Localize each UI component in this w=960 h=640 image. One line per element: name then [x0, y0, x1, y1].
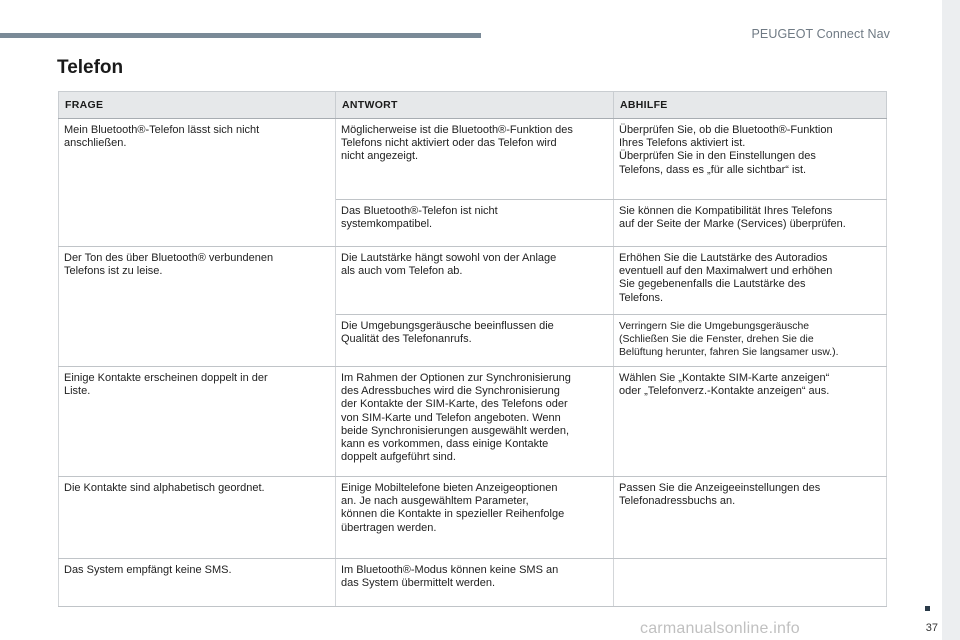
column-header-abhilfe: ABHILFE	[614, 92, 887, 119]
cell-abhilfe: Überprüfen Sie, ob die Bluetooth®-Funktion Ihres Telefons aktiviert ist. Überprüfen Sie in den Einstellungen des Telefons, dass es „für alle sichtbar“ ist.	[614, 119, 887, 200]
cell-abhilfe: Sie können die Kompatibilität Ihres Telefons auf der Seite der Marke (Services) überprüfen.	[614, 200, 887, 247]
cell-antwort: Im Rahmen der Optionen zur Synchronisierung des Adressbuches wird die Synchronisierung der Kontakte der SIM-Karte, des Telefons oder von SIM-Karte und Telefon angeboten. Wenn beide Synchronisierungen ausgewählt werden, kann es vorkommen, dass einige Kontakte doppelt aufgeführt sind.	[336, 367, 614, 477]
column-header-frage: FRAGE	[59, 92, 336, 119]
cell-frage: Das System empfängt keine SMS.	[59, 559, 336, 607]
cell-antwort: Im Bluetooth®-Modus können keine SMS an das System übermittelt werden.	[336, 559, 614, 607]
cell-antwort: Die Umgebungsgeräusche beeinflussen die Qualität des Telefonanrufs.	[336, 315, 614, 367]
section-marker	[925, 606, 930, 611]
cell-frage: Der Ton des über Bluetooth® verbundenen Telefons ist zu leise.	[59, 247, 336, 367]
table-header-row	[59, 92, 887, 119]
cell-frage: Die Kontakte sind alphabetisch geordnet.	[59, 477, 336, 559]
cell-antwort: Das Bluetooth®-Telefon ist nicht systemkompatibel.	[336, 200, 614, 247]
faq-table	[58, 91, 887, 607]
cell-frage: Mein Bluetooth®-Telefon lässt sich nicht anschließen.	[59, 119, 336, 247]
table-row	[59, 247, 887, 315]
cell-abhilfe: Passen Sie die Anzeigeeinstellungen des Telefonadressbuchs an.	[614, 477, 887, 559]
table-row	[59, 367, 887, 477]
page-number: 37	[925, 622, 938, 634]
cell-antwort: Einige Mobiltelefone bieten Anzeigeoptionen an. Je nach ausgewähltem Parameter, können die Kontakte in spezieller Reihenfolge übertragen werden.	[336, 477, 614, 559]
column-header-antwort: ANTWORT	[336, 92, 614, 119]
watermark: carmanualsonline.info	[640, 620, 800, 637]
table-row	[59, 477, 887, 559]
cell-abhilfe: Verringern Sie die Umgebungsgeräusche (Schließen Sie die Fenster, drehen Sie die Belüftung herunter, fahren Sie langsamer usw.).	[614, 315, 887, 367]
cell-abhilfe	[614, 559, 887, 607]
table-row	[59, 559, 887, 607]
cell-antwort: Die Lautstärke hängt sowohl von der Anlage als auch vom Telefon ab.	[336, 247, 614, 315]
table-row	[59, 119, 887, 200]
side-strip	[942, 0, 960, 640]
cell-abhilfe: Erhöhen Sie die Lautstärke des Autoradios eventuell auf den Maximalwert und erhöhen Sie gegebenenfalls die Lautstärke des Telefons.	[614, 247, 887, 315]
cell-abhilfe: Wählen Sie „Kontakte SIM-Karte anzeigen“ oder „Telefonverz.-Kontakte anzeigen“ aus.	[614, 367, 887, 477]
header-rule	[0, 33, 481, 38]
page-title: Telefon	[57, 57, 124, 78]
cell-antwort: Möglicherweise ist die Bluetooth®-Funktion des Telefons nicht aktiviert oder das Telefon wird nicht angezeigt.	[336, 119, 614, 200]
brand-label: PEUGEOT Connect Nav	[751, 27, 890, 41]
cell-frage: Einige Kontakte erscheinen doppelt in der Liste.	[59, 367, 336, 477]
